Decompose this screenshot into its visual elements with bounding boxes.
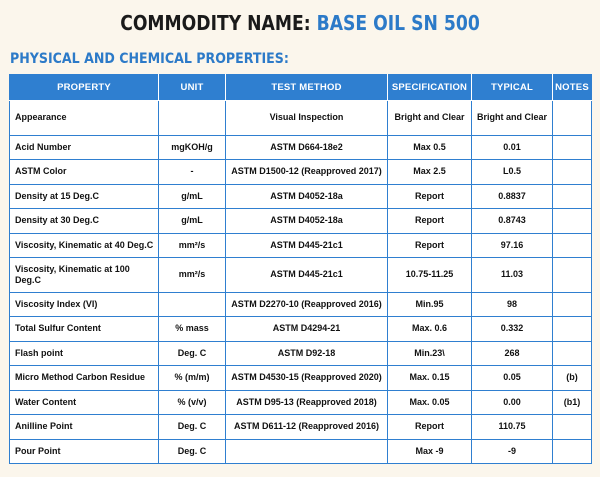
cell-spec: Max -9 [388, 439, 472, 464]
cell-typical: 0.332 [472, 317, 553, 342]
cell-spec: Max 0.5 [388, 135, 472, 160]
cell-typical: Bright and Clear [472, 101, 553, 136]
cell-notes [553, 209, 592, 234]
cell-property: Acid Number [10, 135, 159, 160]
cell-spec: Min.23\ [388, 341, 472, 366]
cell-method: ASTM D611-12 (Reapproved 2016) [226, 415, 388, 440]
cell-spec: Report [388, 233, 472, 258]
cell-notes [553, 233, 592, 258]
cell-typical: 268 [472, 341, 553, 366]
cell-unit [159, 101, 226, 136]
table-row [10, 101, 592, 136]
table-row [10, 317, 592, 342]
cell-typical: -9 [472, 439, 553, 464]
table-header-row [10, 75, 592, 101]
cell-property: Anilline Point [10, 415, 159, 440]
table-row [10, 366, 592, 391]
cell-property: Viscosity, Kinematic at 40 Deg.C [10, 233, 159, 258]
cell-method: ASTM D664-18e2 [226, 135, 388, 160]
cell-method: ASTM D4294-21 [226, 317, 388, 342]
cell-typical: 98 [472, 292, 553, 317]
cell-spec: Report [388, 415, 472, 440]
column-header-property: PROPERTY [10, 75, 159, 101]
cell-spec: Max. 0.05 [388, 390, 472, 415]
cell-typical: 0.01 [472, 135, 553, 160]
cell-property: Total Sulfur Content [10, 317, 159, 342]
cell-notes [553, 415, 592, 440]
cell-spec: 10.75-11.25 [388, 258, 472, 293]
cell-notes [553, 135, 592, 160]
commodity-title [42, 10, 558, 36]
cell-property: Water Content [10, 390, 159, 415]
cell-method [226, 439, 388, 464]
cell-method: ASTM D92-18 [226, 341, 388, 366]
column-header-typical: TYPICAL [472, 75, 553, 101]
cell-typical: 11.03 [472, 258, 553, 293]
cell-property: ASTM Color [10, 160, 159, 185]
cell-spec: Bright and Clear [388, 101, 472, 136]
cell-unit: g/mL [159, 209, 226, 234]
cell-typical: 0.05 [472, 366, 553, 391]
cell-spec: Max 2.5 [388, 160, 472, 185]
cell-property: Appearance [10, 101, 159, 136]
cell-spec: Min.95 [388, 292, 472, 317]
column-header-unit: UNIT [159, 75, 226, 101]
cell-property: Pour Point [10, 439, 159, 464]
table-row [10, 341, 592, 366]
table-row [10, 209, 592, 234]
cell-typical: 97.16 [472, 233, 553, 258]
cell-method: ASTM D4052-18a [226, 209, 388, 234]
column-header-notes: NOTES [553, 75, 592, 101]
table-row [10, 390, 592, 415]
cell-spec: Max. 0.6 [388, 317, 472, 342]
cell-unit: g/mL [159, 184, 226, 209]
cell-unit: Deg. C [159, 439, 226, 464]
cell-notes: (b) [553, 366, 592, 391]
cell-typical: 0.8837 [472, 184, 553, 209]
cell-unit: Deg. C [159, 415, 226, 440]
table-row [10, 292, 592, 317]
commodity-value: BASE OIL SN 500 [316, 11, 480, 35]
cell-unit: % mass [159, 317, 226, 342]
cell-unit: % (m/m) [159, 366, 226, 391]
cell-unit: % (v/v) [159, 390, 226, 415]
commodity-label: COMMODITY NAME: [120, 11, 311, 35]
cell-typical: 0.00 [472, 390, 553, 415]
cell-property: Density at 30 Deg.C [10, 209, 159, 234]
cell-notes: (b1) [553, 390, 592, 415]
table-row [10, 439, 592, 464]
cell-property: Flash point [10, 341, 159, 366]
column-header-test-method: TEST METHOD [226, 75, 388, 101]
cell-unit: mm²/s [159, 233, 226, 258]
cell-property: Micro Method Carbon Residue [10, 366, 159, 391]
cell-property: Viscosity, Kinematic at 100 Deg.C [10, 258, 159, 293]
table-row [10, 135, 592, 160]
cell-notes [553, 160, 592, 185]
cell-notes [553, 439, 592, 464]
cell-notes [553, 292, 592, 317]
cell-notes [553, 341, 592, 366]
cell-spec: Report [388, 184, 472, 209]
cell-notes [553, 258, 592, 293]
cell-method: ASTM D445-21c1 [226, 258, 388, 293]
cell-unit: Deg. C [159, 341, 226, 366]
cell-spec: Max. 0.15 [388, 366, 472, 391]
cell-unit [159, 292, 226, 317]
cell-method: ASTM D1500-12 (Reapproved 2017) [226, 160, 388, 185]
cell-method: Visual Inspection [226, 101, 388, 136]
cell-spec: Report [388, 209, 472, 234]
table-row [10, 233, 592, 258]
properties-table [9, 74, 592, 464]
cell-unit: - [159, 160, 226, 185]
cell-method: ASTM D2270-10 (Reapproved 2016) [226, 292, 388, 317]
table-row [10, 184, 592, 209]
cell-property: Density at 15 Deg.C [10, 184, 159, 209]
table-row [10, 258, 592, 293]
section-title: PHYSICAL AND CHEMICAL PROPERTIES: [10, 51, 289, 67]
cell-typical: L0.5 [472, 160, 553, 185]
cell-notes [553, 317, 592, 342]
cell-unit: mgKOH/g [159, 135, 226, 160]
cell-method: ASTM D445-21c1 [226, 233, 388, 258]
cell-method: ASTM D4530-15 (Reapproved 2020) [226, 366, 388, 391]
cell-method: ASTM D95-13 (Reapproved 2018) [226, 390, 388, 415]
cell-notes [553, 184, 592, 209]
cell-unit: mm²/s [159, 258, 226, 293]
cell-property: Viscosity Index (VI) [10, 292, 159, 317]
column-header-specification: SPECIFICATION [388, 75, 472, 101]
cell-typical: 110.75 [472, 415, 553, 440]
cell-typical: 0.8743 [472, 209, 553, 234]
cell-method: ASTM D4052-18a [226, 184, 388, 209]
table-row [10, 160, 592, 185]
cell-notes [553, 101, 592, 136]
table-row [10, 415, 592, 440]
